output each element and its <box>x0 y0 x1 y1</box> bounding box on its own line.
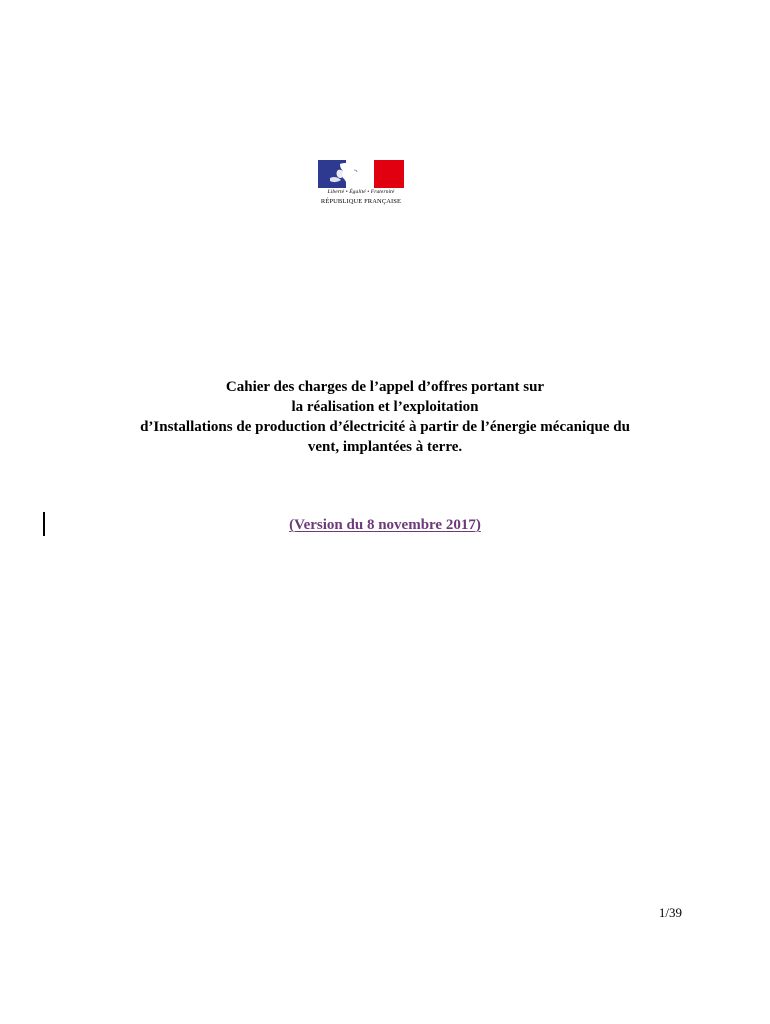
version-line <box>60 515 710 535</box>
logo-motto: Liberté • Égalité • Fraternité <box>327 189 395 195</box>
version-text: (Version du 8 novembre 2017) <box>289 517 481 533</box>
republique-francaise-logo <box>316 160 406 212</box>
marianne-flag-icon <box>316 160 406 190</box>
page-number: 1/39 <box>658 905 682 920</box>
title-line: d’Installations de production d’électricité à partir de l’énergie mécanique du <box>140 419 630 435</box>
document-title <box>60 377 710 457</box>
title-line: la réalisation et l’exploitation <box>291 399 479 415</box>
title-line: vent, implantées à terre. <box>307 439 463 455</box>
title-line: Cahier des charges de l’appel d’offres portant sur <box>225 379 545 395</box>
revision-change-bar <box>43 512 45 536</box>
logo-name: RÉPUBLIQUE FRANÇAISE <box>320 198 402 205</box>
